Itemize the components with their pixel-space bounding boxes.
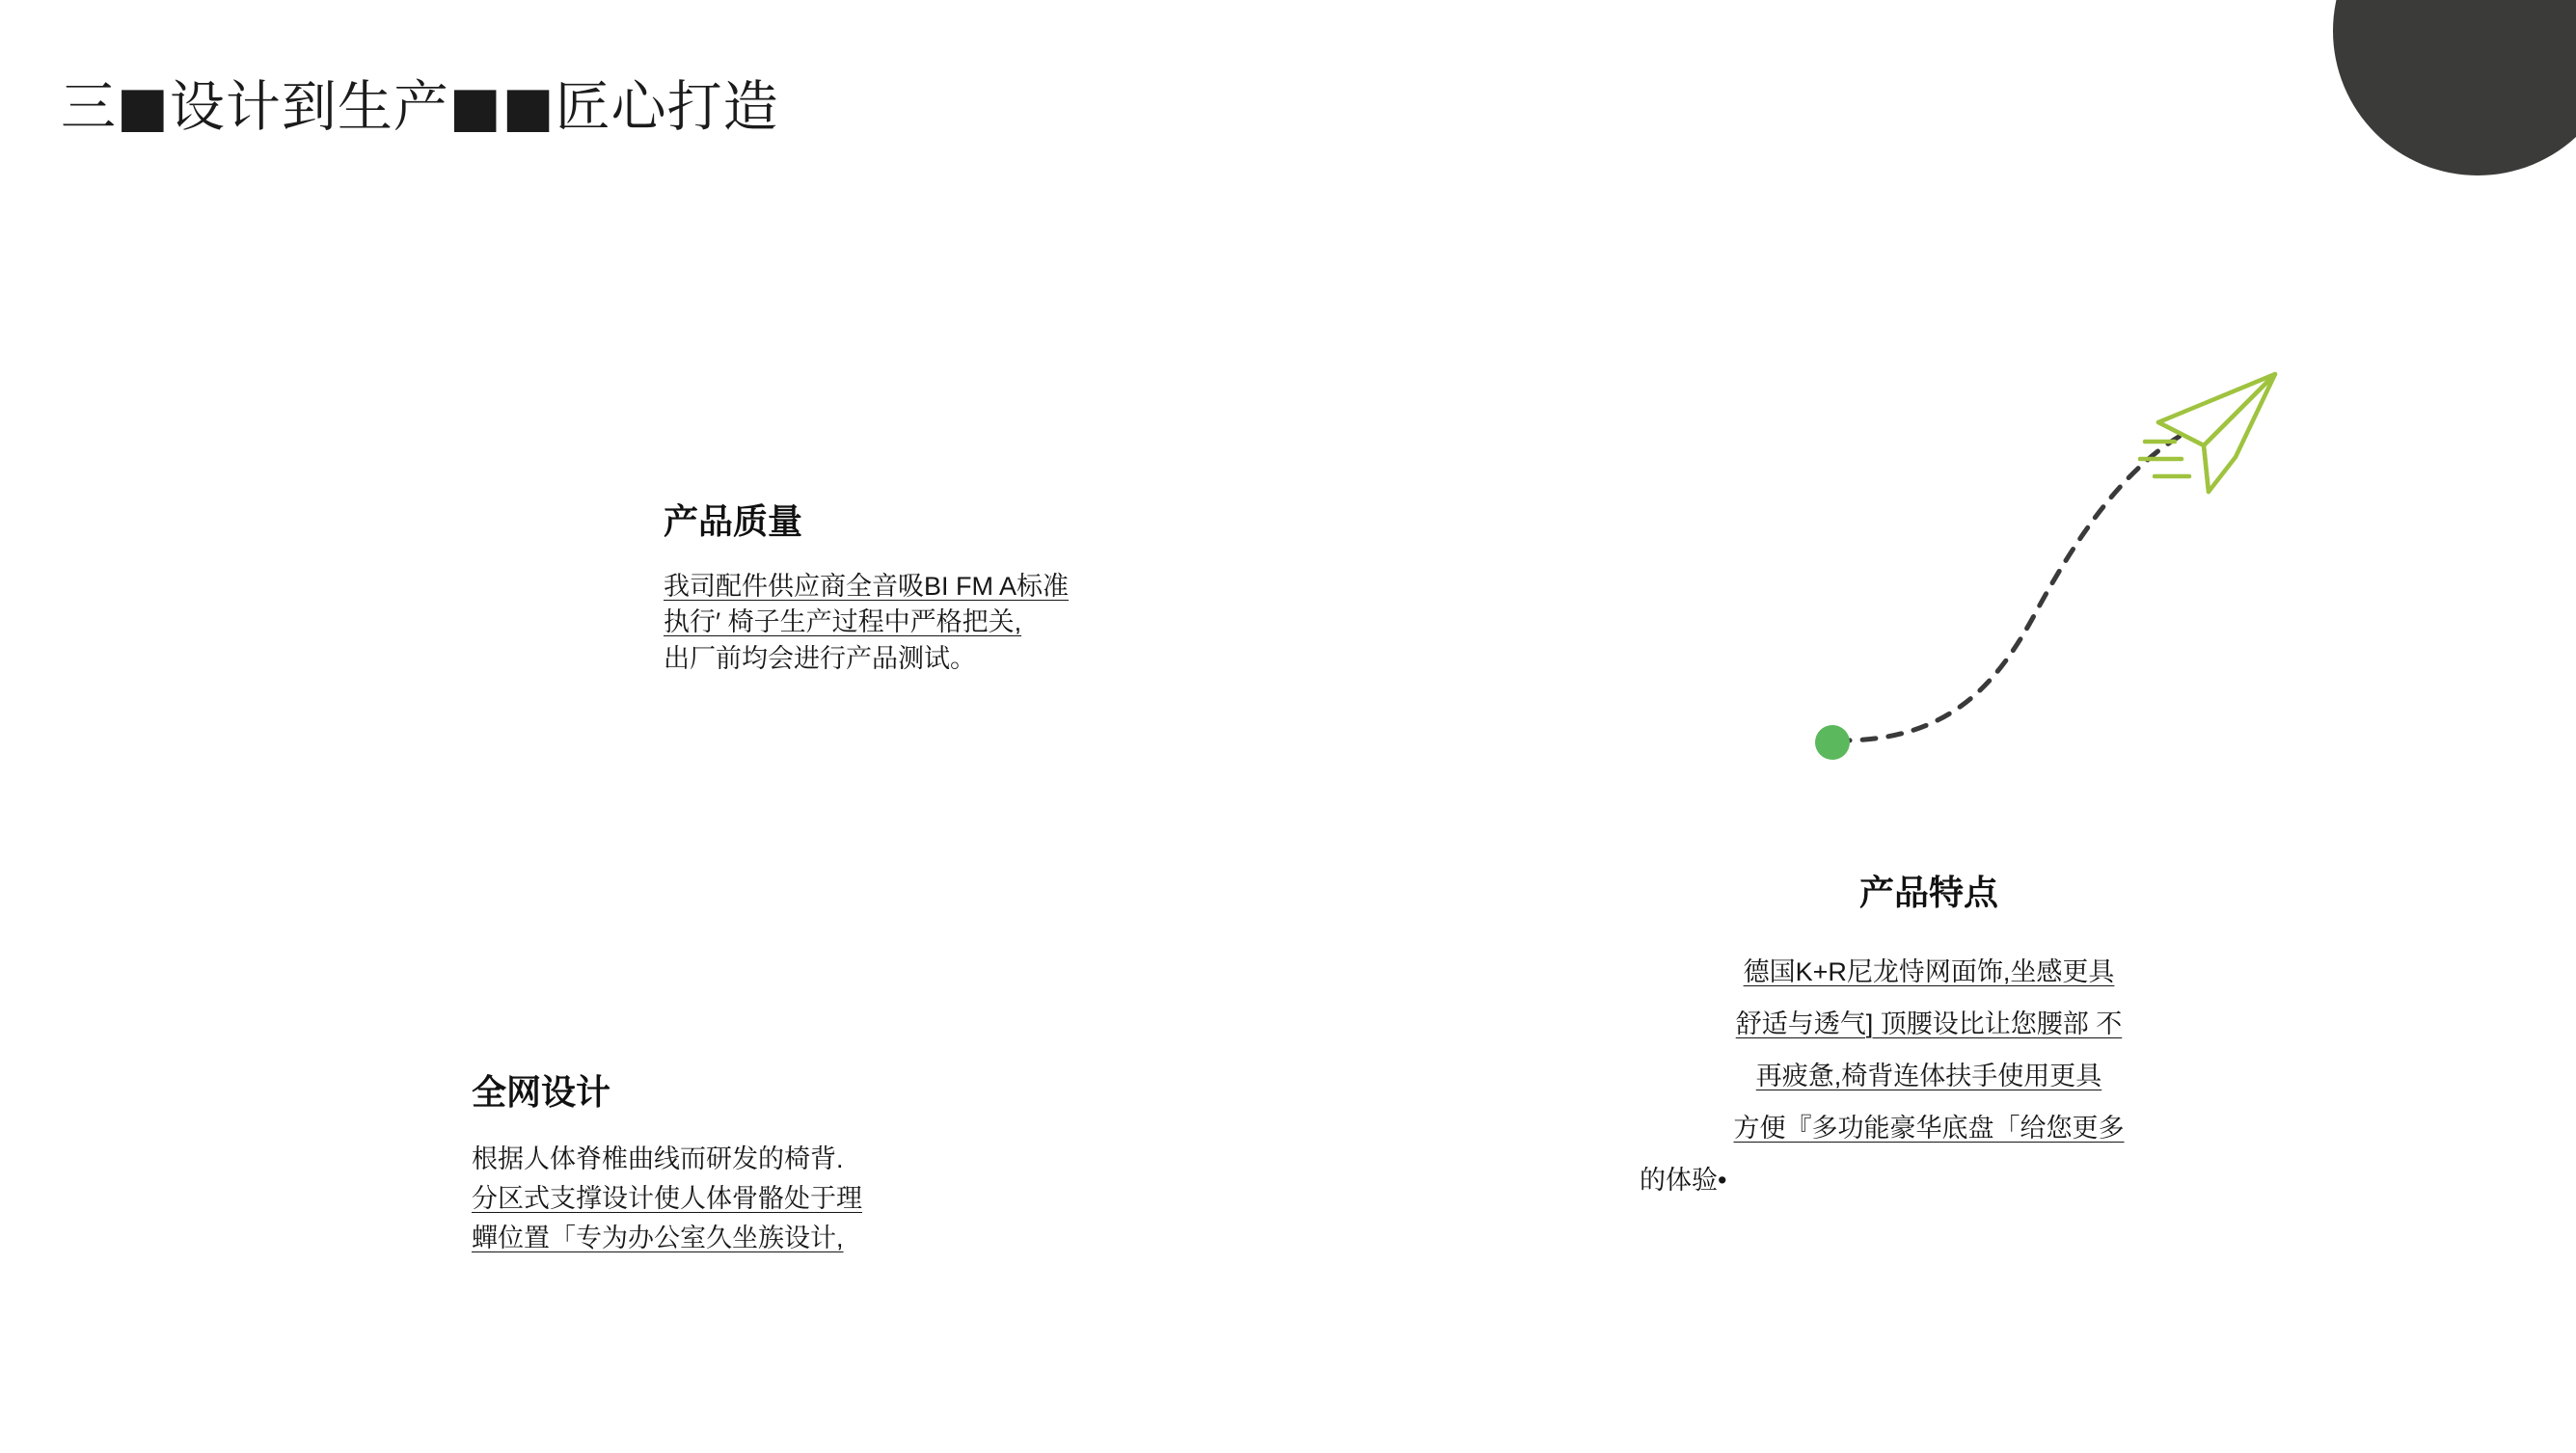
block-line: 方便『多功能豪华底盘「给您更多: [1733, 1114, 2125, 1143]
block-line: 执行′ 椅子生产过程中严格把关,: [664, 607, 1022, 637]
block-line: 出厂前均会进行产品测试。: [664, 643, 976, 673]
page-title: 三■设计到生产■■匠心打造: [61, 75, 779, 139]
text-block-product-features: [1640, 866, 2218, 1206]
text-block-product-quality: [664, 495, 1204, 677]
block-line: 根据人体脊椎曲线而研发的椅背.: [472, 1144, 844, 1173]
block-heading-product-features: 产品特点: [1858, 873, 1998, 912]
block-line: 蟬位置「专为办公室久坐族设计,: [472, 1224, 844, 1253]
corner-circle-decoration: [2333, 0, 2576, 175]
block-line: 再疲惫,椅背连体扶手使用更具: [1755, 1062, 2102, 1090]
text-block-network-design: [472, 1065, 1050, 1258]
block-heading-network-design: 全网设计: [472, 1072, 611, 1112]
block-heading-product-quality: 产品质量: [664, 501, 803, 541]
block-line: 的体验•: [1640, 1166, 1727, 1195]
paper-plane-illustration: [1805, 364, 2288, 774]
block-line: 分区式支撑设计使人体骨骼处于理: [472, 1184, 862, 1214]
block-line: 我司配件供应商全音吸BI FM A标准: [664, 572, 1070, 601]
block-line: 德国K+R尼龙恃网面饰,坐感更具: [1743, 957, 2115, 986]
block-line: 舒适与透气] 顶腰设比让您腰部 不: [1735, 1009, 2123, 1038]
